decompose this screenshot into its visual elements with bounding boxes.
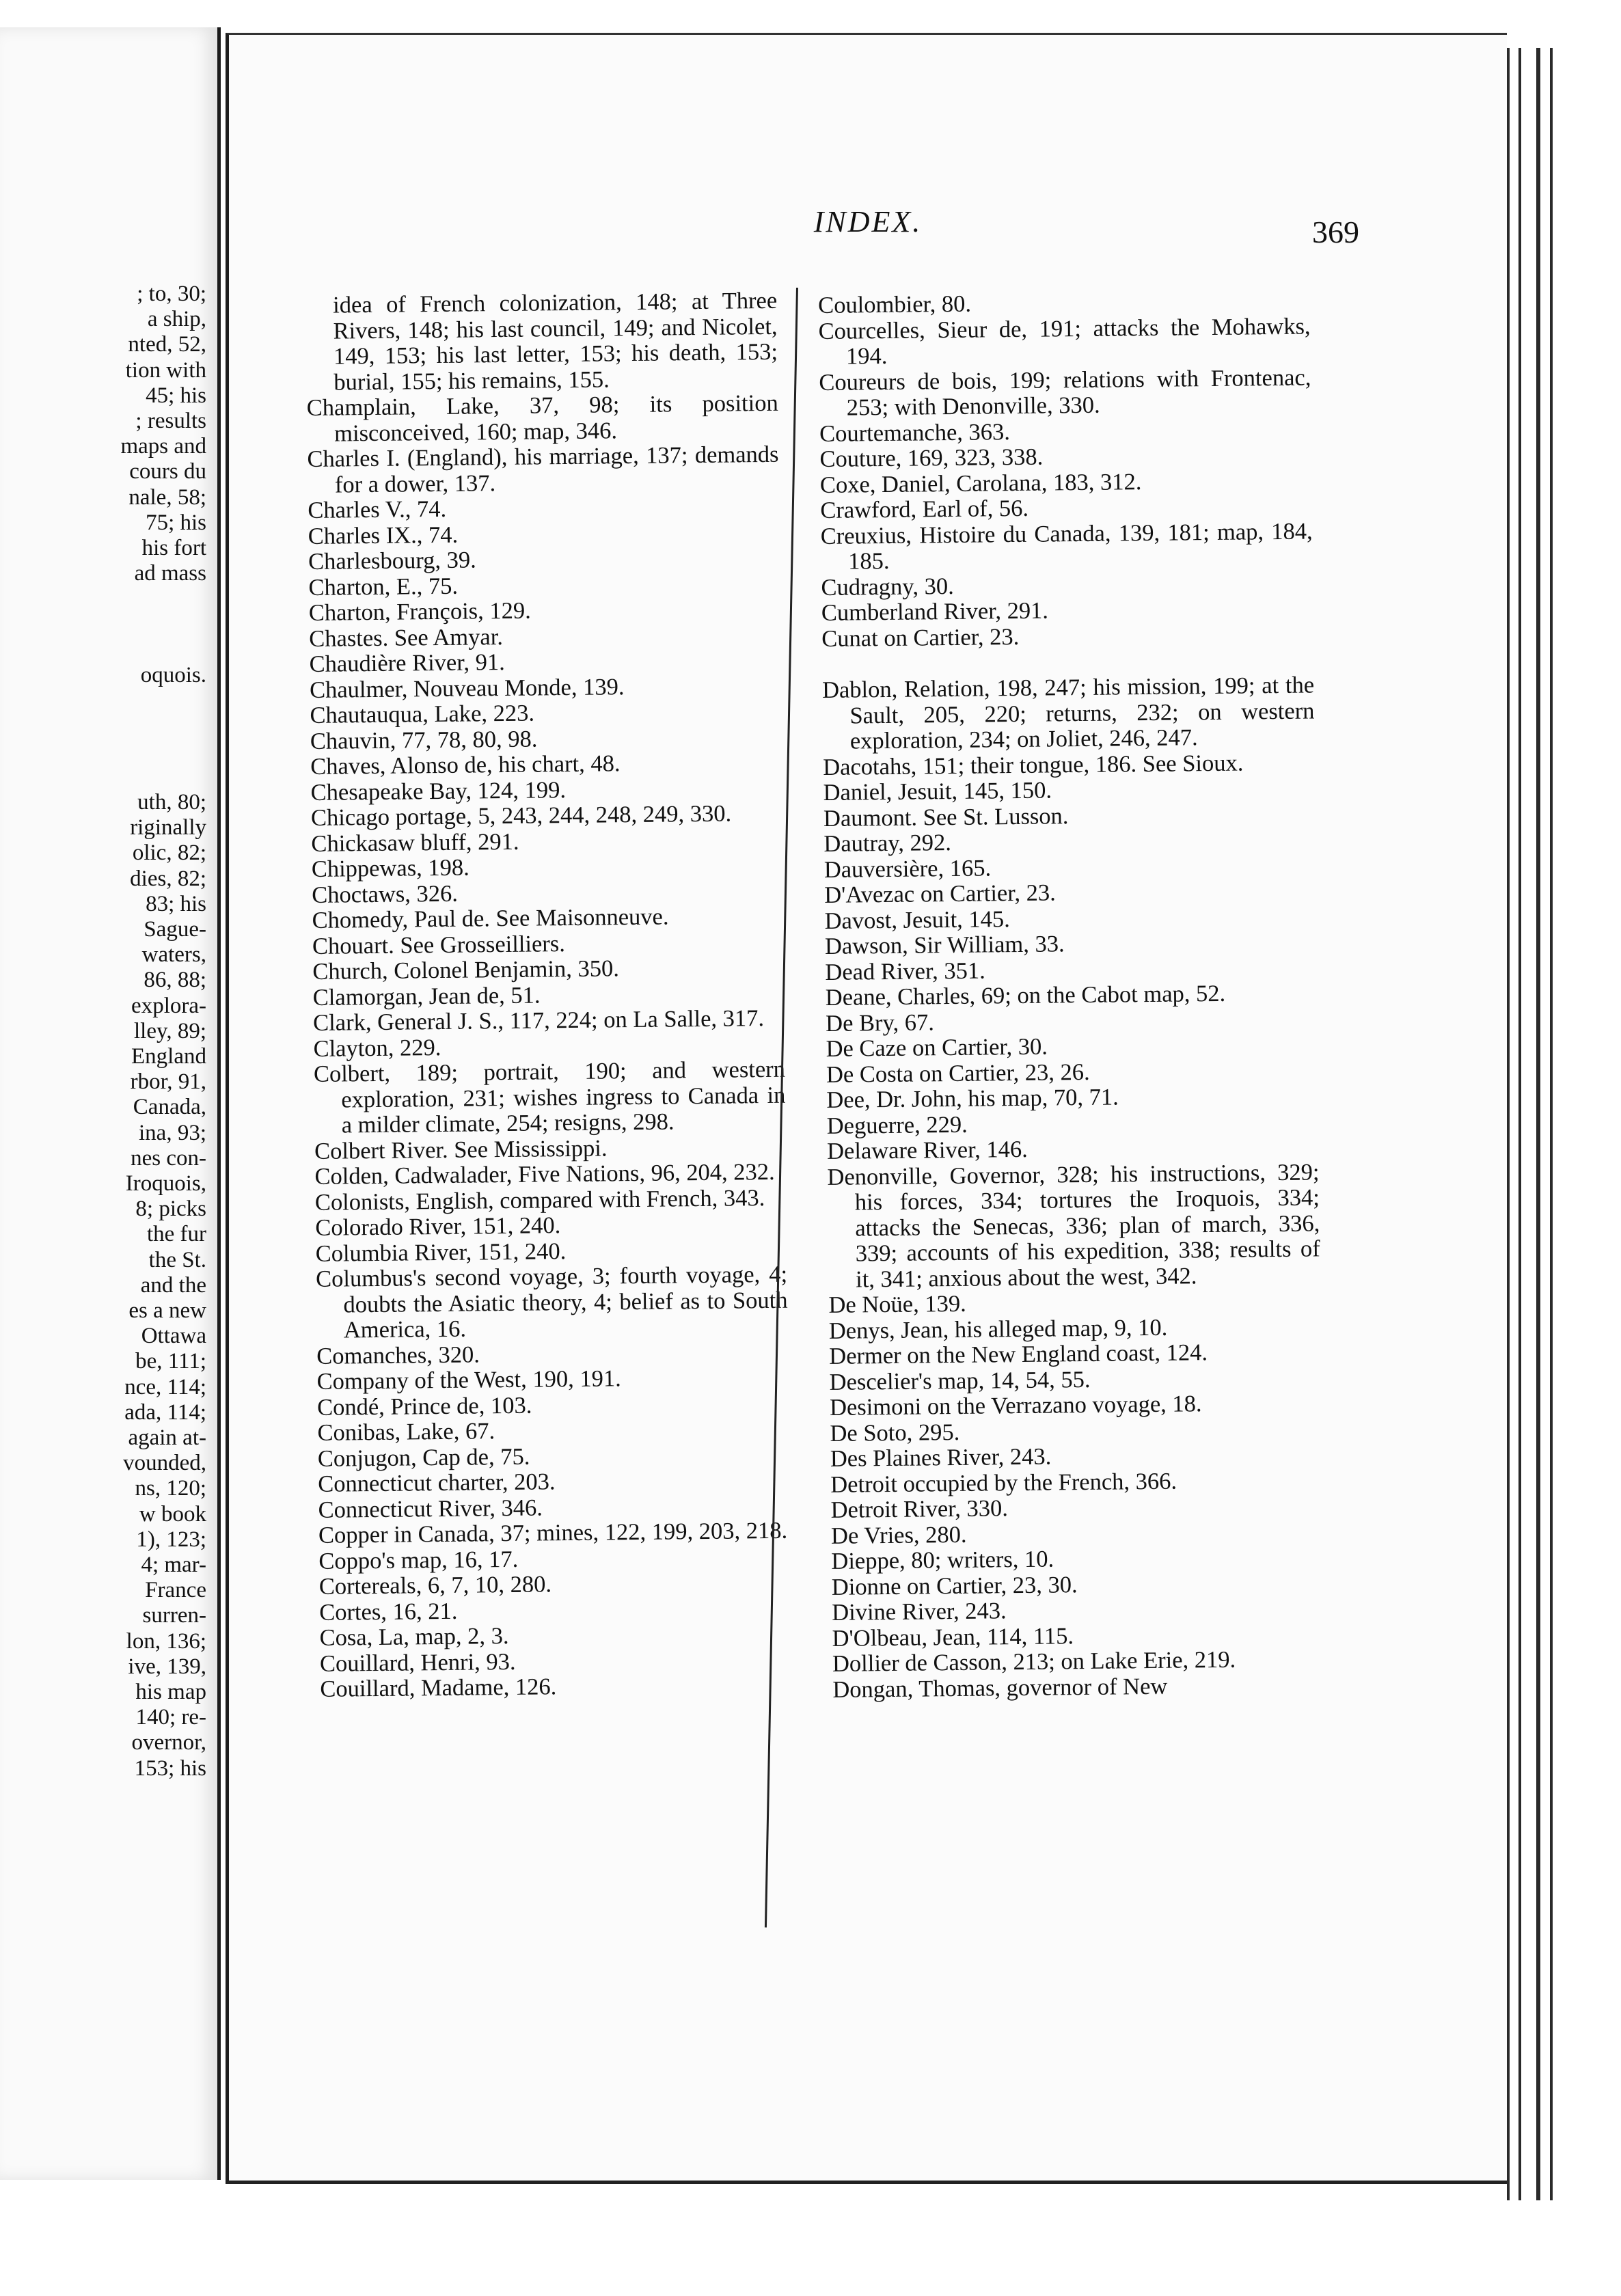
index-entry: Creuxius, Histoire du Canada, 139, 181; map, 184, 185.: [820, 517, 1313, 575]
previous-page-line: explora-: [131, 993, 206, 1018]
previous-page-line: lon, 136;: [126, 1628, 206, 1654]
index-entry: Chaudière River, 91.: [309, 648, 505, 677]
previous-page-line: a ship,: [147, 307, 206, 332]
index-entry: Deane, Charles, 69; on the Cabot map, 52.: [825, 980, 1226, 1011]
index-entry: Colbert River. See Mississippi.: [314, 1134, 608, 1164]
index-entry: Dauversière, 165.: [823, 854, 992, 883]
index-entry: Colonists, English, compared with French, 343.: [314, 1184, 765, 1216]
index-entry: Clark, General J. S., 117, 224; on La Salle, 317.: [312, 1005, 765, 1036]
previous-page-line: uth, 80;: [137, 790, 206, 815]
index-entry: Denys, Jean, his alleged map, 9, 10.: [828, 1314, 1168, 1344]
index-entry: D'Avezac on Cartier, 23.: [824, 879, 1056, 908]
previous-page-line: surren-: [142, 1603, 206, 1628]
index-entry: Condé, Prince de, 103.: [316, 1392, 532, 1421]
previous-page-line: 140; re-: [135, 1705, 206, 1730]
index-entry: Davost, Jesuit, 145.: [824, 905, 1011, 934]
previous-page-line: ada, 114;: [124, 1399, 206, 1425]
previous-page-line: overnor,: [131, 1730, 206, 1755]
index-entry: Chaves, Alonso de, his chart, 48.: [310, 750, 621, 780]
index-entry: Detroit occupied by the French, 366.: [830, 1468, 1177, 1498]
index-entry: De Vries, 280.: [830, 1521, 967, 1549]
previous-page-line: 45; his: [146, 383, 206, 408]
index-entry: Dee, Dr. John, his map, 70, 71.: [826, 1084, 1119, 1113]
right-index-column: [818, 288, 1325, 1702]
previous-page-line: ns, 120;: [135, 1476, 206, 1501]
previous-page-line: and the: [140, 1272, 206, 1298]
index-entry: Charlesbourg, 39.: [308, 547, 476, 575]
index-entry: Des Plaines River, 243.: [830, 1443, 1052, 1472]
index-entry: Descelier's map, 14, 54, 55.: [829, 1366, 1091, 1395]
index-entry: Charles IX., 74.: [308, 521, 459, 549]
previous-page-line: again at-: [128, 1425, 206, 1450]
index-entry: Chickasaw bluff, 291.: [311, 828, 519, 857]
index-entry: Company of the West, 190, 191.: [316, 1365, 621, 1395]
previous-page-line: 75; his: [146, 510, 206, 535]
index-entry: Choctaws, 326.: [312, 880, 459, 908]
index-entry: De Caze on Cartier, 30.: [826, 1033, 1048, 1062]
index-entry: Cortes, 16, 21.: [319, 1598, 458, 1626]
index-entry: Charton, François, 129.: [308, 597, 531, 626]
index-entry: Connecticut River, 346.: [318, 1494, 543, 1523]
index-entry: Columbus's second voyage, 3; fourth voyage, 4; doubts the Asiatic theory, 4; belief as to South America, 16.: [315, 1261, 788, 1343]
previous-page-line: Iroquois,: [125, 1171, 206, 1196]
index-entry: Conjugon, Cap de, 75.: [317, 1443, 530, 1472]
previous-page-line: the fur: [146, 1222, 206, 1247]
previous-page-line: riginally: [130, 815, 206, 840]
previous-page-line: cours du: [129, 459, 206, 484]
previous-page-line: vounded,: [123, 1451, 206, 1476]
previous-page-line: 86, 88;: [144, 968, 206, 993]
index-entry: Detroit River, 330.: [830, 1495, 1009, 1523]
index-entry: Desimoni on the Verrazano voyage, 18.: [829, 1391, 1202, 1421]
index-entry: idea of French colonization, 148; at Three Rivers, 148; his last council, 149; and Nicolet, 149, 153; his last letter, 153; his death, 153; burial, 155; his remains, 155.: [332, 287, 778, 396]
index-entry: Cosa, La, map, 2, 3.: [319, 1622, 509, 1651]
page-edge: [1518, 48, 1521, 2200]
previous-page-line: the St.: [148, 1247, 206, 1272]
page-edge: [1550, 48, 1553, 2200]
previous-page-line: dies, 82;: [130, 866, 206, 891]
index-entry: Dablon, Relation, 198, 247; his mission, 199; at the Sault, 205, 220; returns, 232; on western exploration, 234; on Joliet, 246, 247.: [821, 672, 1315, 754]
index-entry: Church, Colonel Benjamin, 350.: [312, 955, 620, 985]
index-entry: Cunat on Cartier, 23.: [821, 623, 1020, 652]
index-entry: Comanches, 320.: [316, 1341, 480, 1369]
index-entry: Coxe, Daniel, Carolana, 183, 312.: [819, 468, 1142, 498]
index-entry: Couillard, Madame, 126.: [320, 1673, 557, 1702]
previous-page-line: waters,: [141, 942, 206, 968]
previous-page-line: oquois.: [140, 663, 206, 687]
previous-page-line: maps and: [120, 434, 206, 459]
index-entry: Dollier de Casson, 213; on Lake Erie, 219.: [832, 1646, 1236, 1677]
index-entry: D'Olbeau, Jean, 114, 115.: [832, 1622, 1074, 1652]
index-entry: Colden, Cadwalader, Five Nations, 96, 204, 232.: [314, 1158, 775, 1190]
index-entry: Dautray, 292.: [823, 830, 952, 857]
previous-page-line: ; to, 30;: [137, 282, 206, 306]
previous-page-line: olic, 82;: [132, 840, 206, 866]
index-entry: Dawson, Sir William, 33.: [824, 931, 1065, 959]
index-entry: Colorado River, 151, 240.: [315, 1212, 561, 1241]
index-entry: De Noüe, 139.: [828, 1290, 966, 1318]
index-entry: Chesapeake Bay, 124, 199.: [310, 776, 567, 806]
index-entry: Charles V., 74.: [308, 495, 447, 523]
index-entry: Couture, 169, 323, 338.: [819, 443, 1044, 472]
previous-page-line: ive, 139,: [128, 1654, 206, 1679]
index-entry: Conibas, Lake, 67.: [317, 1418, 495, 1446]
left-index-column: [305, 288, 792, 1703]
previous-page-line: ; results: [135, 409, 206, 433]
index-entry: Dieppe, 80; writers, 10.: [831, 1546, 1054, 1574]
index-entry: Copper in Canada, 37; mines, 122, 199, 203, 218.: [318, 1517, 788, 1548]
previous-page-line: es a new: [128, 1298, 206, 1323]
index-entry: Chouart. See Grosseilliers.: [312, 930, 566, 959]
index-entry: De Soto, 295.: [830, 1419, 960, 1447]
index-entry: Crawford, Earl of, 56.: [820, 495, 1029, 523]
previous-page-line: Ottawa: [141, 1324, 206, 1349]
previous-page-line: Sague-: [144, 917, 206, 942]
index-entry: Deguerre, 229.: [826, 1111, 968, 1139]
index-entry: Divine River, 243.: [832, 1598, 1007, 1626]
index-entry: Colbert, 189; portrait, 190; and western exploration, 231; wishes ingress to Canada in a milder climate, 254; resigns, 298.: [313, 1056, 786, 1138]
index-entry: Chaulmer, Nouveau Monde, 139.: [309, 673, 625, 703]
previous-page-line: 4; mar-: [141, 1553, 206, 1577]
previous-page-line: nes con-: [131, 1145, 206, 1171]
index-entry: Dionne on Cartier, 23, 30.: [831, 1571, 1078, 1600]
previous-page-line: 1), 123;: [136, 1527, 206, 1552]
index-entry: Courcelles, Sieur de, 191; attacks the Mohawks, 194.: [818, 312, 1311, 370]
index-entry: Cumberland River, 291.: [821, 597, 1049, 626]
index-entry: Chippewas, 198.: [311, 854, 469, 882]
previous-page-line: tion with: [125, 357, 206, 383]
previous-page-line: his fort: [141, 536, 206, 560]
previous-page-line: lley, 89;: [133, 1018, 206, 1043]
index-entry: Chomedy, Paul de. See Maisonneuve.: [312, 903, 669, 933]
previous-page-line: France: [145, 1578, 206, 1603]
index-entry: Chauvin, 77, 78, 80, 98.: [310, 725, 538, 754]
running-head: INDEX.: [813, 205, 923, 238]
index-entry: Cortereals, 6, 7, 10, 280.: [318, 1571, 552, 1600]
index-entry: Coulombier, 80.: [817, 290, 972, 318]
index-entry: Columbia River, 151, 240.: [315, 1238, 567, 1267]
index-entry: Daniel, Jesuit, 145, 150.: [823, 777, 1052, 806]
index-entry: Delaware River, 146.: [826, 1136, 1029, 1164]
index-entry: Clamorgan, Jean de, 51.: [312, 981, 541, 1011]
previous-page-line: 8; picks: [135, 1197, 206, 1222]
index-entry: Denonville, Governor, 328; his instructions, 329; his forces, 334; tortures the Iroquois, 334; attacks the Senecas, 336; plan of march, 336, 339; accounts of his expedition, 338; results of it, 341; anxious about the west, 342.: [827, 1158, 1320, 1293]
previous-page-line: England: [131, 1044, 206, 1069]
previous-page-line: be, 111;: [135, 1349, 206, 1374]
previous-page-line: his map: [135, 1680, 206, 1704]
previous-page-fragment: [0, 27, 221, 2180]
index-entry: Chastes. See Amyar.: [309, 623, 504, 652]
index-entry: Dacotahs, 151; their tongue, 186. See Sioux.: [823, 750, 1244, 780]
previous-page-line: 83; his: [146, 891, 206, 916]
previous-page-line: nce, 114;: [124, 1374, 206, 1399]
page-edge: [1507, 48, 1510, 2200]
index-entry: Daumont. See St. Lusson.: [823, 802, 1069, 832]
index-entry: Connecticut charter, 203.: [318, 1468, 556, 1497]
index-entry: Couillard, Henri, 93.: [319, 1648, 516, 1677]
index-entry: Clayton, 229.: [313, 1034, 441, 1062]
index-entry: Coureurs de bois, 199; relations with Frontenac, 253; with Denonville, 330.: [819, 364, 1311, 421]
previous-page-line: ad mass: [134, 561, 206, 586]
index-entry: Charton, E., 75.: [308, 573, 459, 601]
index-entry: Coppo's map, 16, 17.: [318, 1546, 519, 1574]
index-entry: Dongan, Thomas, governor of New: [832, 1673, 1168, 1703]
previous-page-line: w book: [139, 1501, 206, 1527]
index-entry: Charles I. (England), his marriage, 137; demands for a dower, 137.: [307, 441, 779, 498]
previous-page-line: nale, 58;: [128, 484, 206, 510]
page-number: 369: [1312, 215, 1359, 249]
index-page: [226, 33, 1507, 2184]
index-entry: Courtemanche, 363.: [819, 418, 1011, 447]
previous-page-line: rbor, 91,: [130, 1069, 206, 1095]
index-entry: Dead River, 351.: [825, 957, 985, 985]
index-entry: De Bry, 67.: [825, 1009, 935, 1037]
index-entry: Chautauqua, Lake, 223.: [310, 700, 535, 728]
previous-page-line: nted, 52,: [128, 332, 206, 357]
index-entry: Chicago portage, 5, 243, 244, 248, 249, 330.: [310, 800, 732, 831]
page-edge: [1536, 48, 1540, 2200]
previous-page-line: Canada,: [133, 1095, 206, 1120]
previous-page-line: 153; his: [134, 1755, 206, 1781]
index-entry: Dermer on the New England coast, 124.: [829, 1339, 1208, 1369]
index-entry: Cudragny, 30.: [821, 573, 954, 601]
index-entry: De Costa on Cartier, 23, 26.: [826, 1058, 1090, 1088]
index-entry: Champlain, Lake, 37, 98; its position misconceived, 160; map, 346.: [306, 390, 778, 447]
previous-page-line: ina, 93;: [139, 1120, 206, 1145]
